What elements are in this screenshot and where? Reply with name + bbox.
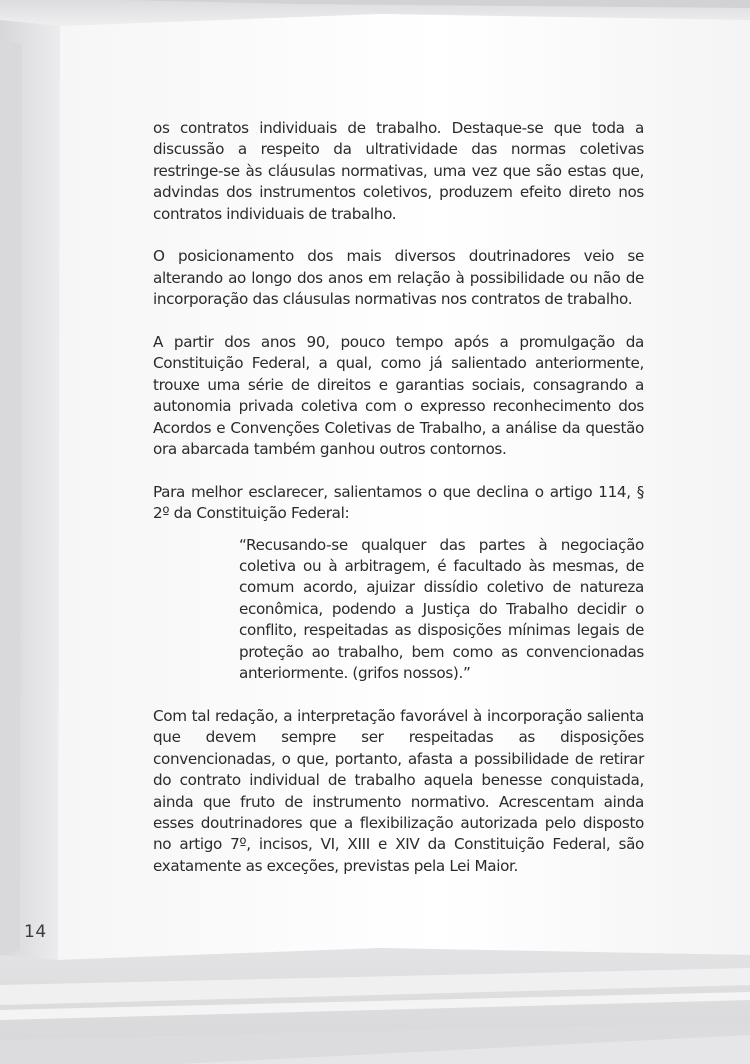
paragraph-5: Com tal redação, a interpretação favorável à incorporação salienta que devem sempre ser respeitadas as disposições convencionadas, o que, portanto, afasta a possibilidade de retirar do contrato individual de trabalho aquela benesse conquistada, ainda que fruto de instrumento normativo. Acrescentam ainda esses doutrinadores que a flexibilização autorizada pelo disposto no artigo 7º, incisos, VI, XIII e XIV da Constituição Federal, são exatamente as exceções, previstas pela Lei Maior. (153, 706, 644, 875)
paragraph-3: A partir dos anos 90, pouco tempo após a promulgação da Constituição Federal, a qual, como já salientado anteriormente, trouxe uma série de direitos e garantias sociais, consagrando a autonomia privada coletiva com o expresso reconhecimento dos Acordos e Convenções Coletivas de Trabalho, a análise da questão ora abarcada também ganhou outros contornos. (153, 333, 644, 459)
paragraph-2: O posicionamento dos mais diversos doutrinadores veio se alterando ao longo dos anos em relação à possibilidade ou não de incorporação das cláusulas normativas nos contratos de trabalho. (153, 247, 644, 309)
paragraph-1: os contratos individuais de trabalho. Destaque-se que toda a discussão a respeito da ultratividade das normas coletivas restringe-se às cláusulas normativas, uma vez que são estas que, advindas dos instrumentos coletivos, produzem efeito direto nos contratos individuais de trabalho. (153, 119, 644, 223)
document-body (153, 118, 644, 899)
page-number: 14 (24, 922, 47, 942)
block-quote: “Recusando-se qualquer das partes à negociação coletiva ou à arbitragem, é facultado às mesmas, de comum acordo, ajuizar dissídio coletivo de natureza econômica, podendo a Justiça do Trabalho decidir o conflito, respeitadas as disposições mínimas legais de proteção ao trabalho, bem como as convencionadas anteriormente. (grifos nossos).” (239, 535, 644, 683)
paragraph-4: Para melhor esclarecer, salientamos o que declina o artigo 114, § 2º da Constituição Federal: (153, 482, 644, 523)
